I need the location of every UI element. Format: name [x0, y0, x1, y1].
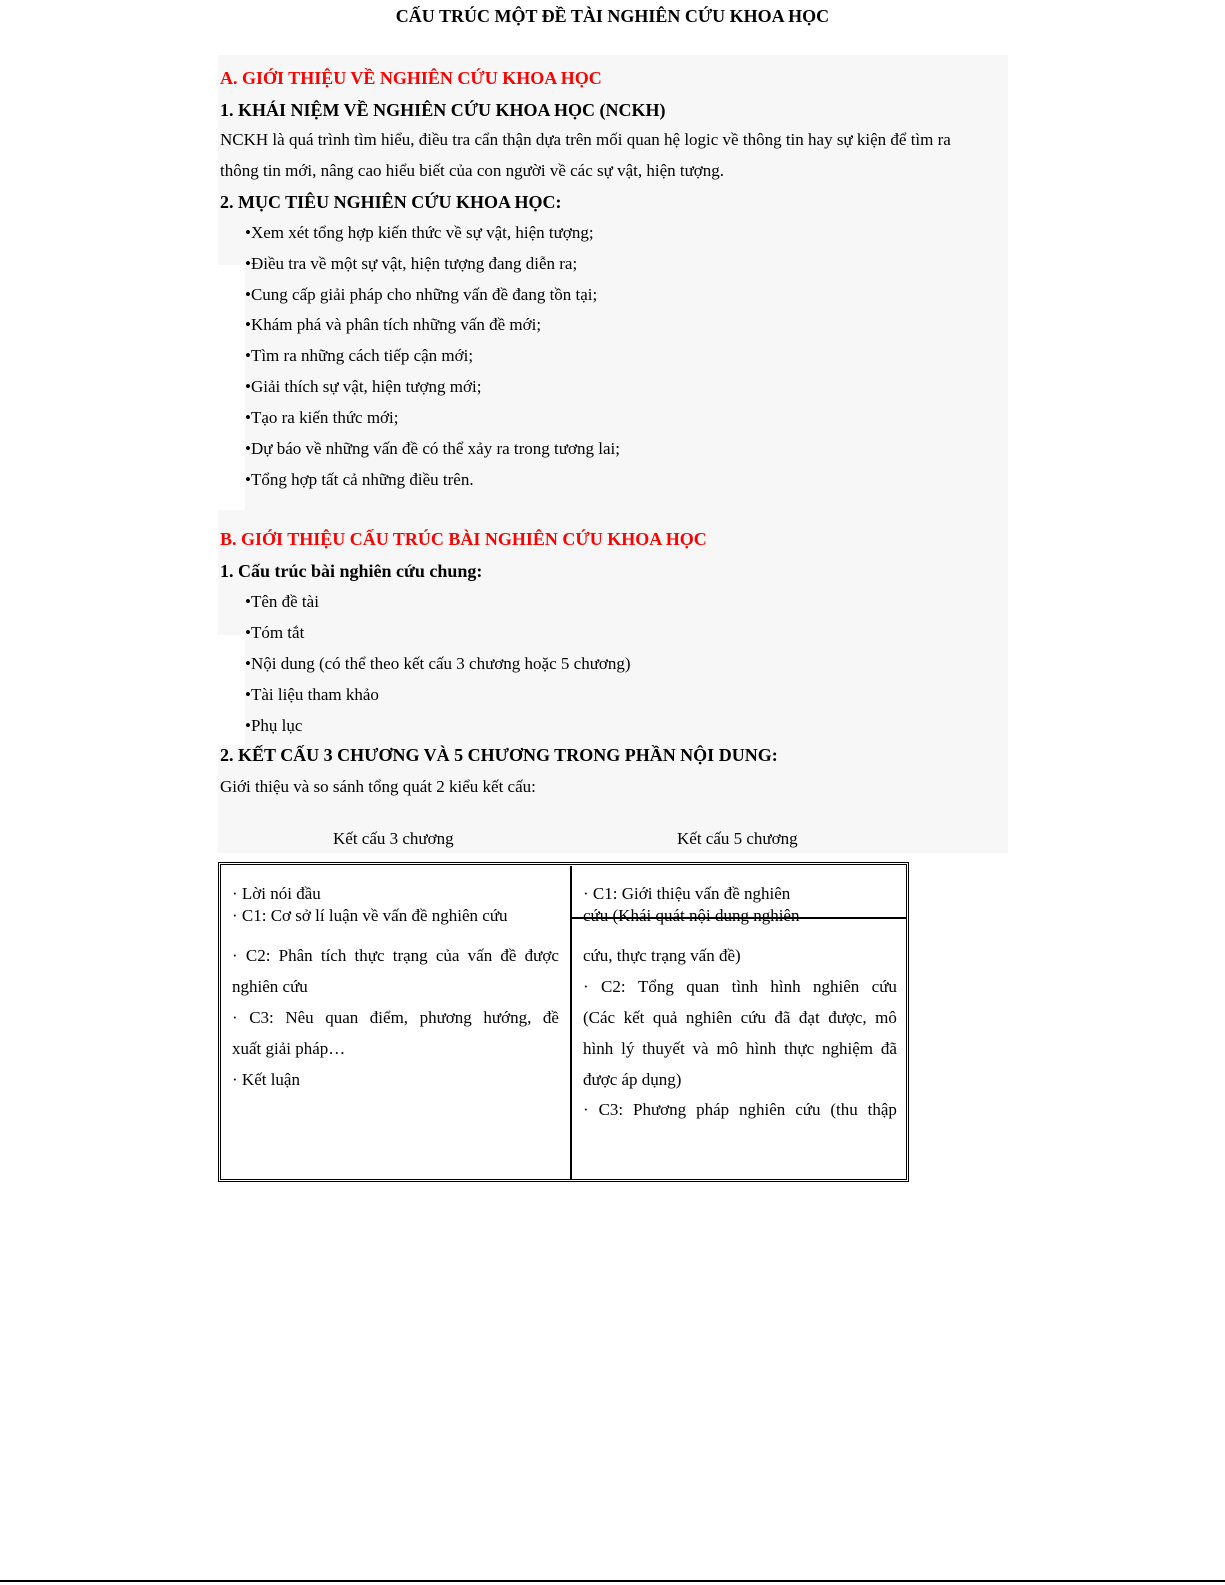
table-word: cứu — [795, 1100, 821, 1119]
section-b-paragraph: Giới thiệu và so sánh tổng quát 2 kiểu kết cấu: — [220, 777, 536, 796]
table-word: hình — [770, 977, 801, 996]
table-word: quan — [686, 977, 720, 996]
table-word: trạng — [392, 946, 428, 965]
table-word: được, — [828, 1008, 867, 1027]
table-word: (thu — [830, 1100, 858, 1119]
chapter-5-line — [583, 976, 897, 998]
table-word: mô — [716, 1039, 739, 1058]
structure-item: •Nội dung (có thể theo kết cấu 3 chương hoặc 5 chương) — [245, 654, 631, 673]
section-a-heading: A. GIỚI THIỆU VỀ NGHIÊN CỨU KHOA HỌC — [220, 68, 602, 88]
table-word: thập — [867, 1100, 897, 1119]
chapter-3-line: xuất giải pháp… — [232, 1039, 346, 1058]
section-b-heading: B. GIỚI THIỆU CẤU TRÚC BÀI NGHIÊN CỨU KHOA HỌC — [220, 529, 707, 549]
section-b-sub2-heading: 2. KẾT CẤU 3 CHƯƠNG VÀ 5 CHƯƠNG TRONG PHẦN NỘI DUNG: — [220, 745, 778, 765]
table-word: được — [524, 946, 559, 965]
chapter-5-line: cứu (Khái quát nội dung nghiên — [583, 906, 800, 925]
table-word: đã — [880, 1039, 897, 1058]
column-title-5-chapters: Kết cấu 5 chương — [677, 829, 798, 848]
chapter-3-line: · C1: Cơ sở lí luận về vấn đề nghiên cứu — [232, 906, 508, 925]
table-word: cứu — [740, 1008, 766, 1027]
structure-item: •Tóm tắt — [245, 623, 305, 642]
table-word: (Các — [583, 1008, 616, 1027]
table-word: C2: — [245, 946, 271, 965]
table-word: thực — [784, 1039, 815, 1058]
chapter-5-line: cứu, thực trạng vấn đề) — [583, 946, 741, 965]
table-column-divider — [570, 866, 572, 1179]
objective-item: •Tìm ra những cách tiếp cận mới; — [245, 346, 474, 365]
chapter-3-line: nghiên cứu — [232, 977, 308, 996]
table-word: · — [583, 977, 589, 996]
table-word: · — [232, 946, 238, 965]
chapter-5-line: được áp dụng) — [583, 1070, 682, 1089]
table-word: vấn — [467, 946, 493, 965]
table-word: nghiệm — [821, 1039, 873, 1058]
table-word: quả — [652, 1008, 678, 1027]
table-word: nghiên — [685, 1008, 733, 1027]
chapter-5-line — [583, 1099, 897, 1121]
chapter-3-line — [232, 1007, 559, 1029]
table-word: Phương — [633, 1100, 687, 1119]
table-word: mô — [875, 1008, 897, 1027]
table-word: và — [692, 1039, 709, 1058]
objective-item: •Cung cấp giải pháp cho những vấn đề đang tồn tại; — [245, 285, 598, 304]
table-word: quan — [325, 1008, 359, 1027]
objective-item: •Tạo ra kiến thức mới; — [245, 408, 399, 427]
section-a-sub1-heading: 1. KHÁI NIỆM VỀ NGHIÊN CỨU KHOA HỌC (NCKH) — [220, 100, 666, 120]
page-bottom-rule — [0, 1580, 1225, 1582]
objective-item: •Khám phá và phân tích những vấn đề mới; — [245, 315, 542, 334]
table-word: điểm, — [369, 1008, 409, 1027]
table-word: của — [435, 946, 460, 965]
table-word: tình — [731, 977, 759, 996]
chapter-3-line: · Lời nói đầu — [232, 884, 321, 903]
table-word: hướng, — [483, 1008, 532, 1027]
table-word: · — [232, 1008, 238, 1027]
table-word: tích — [320, 946, 347, 965]
table-word: hình — [583, 1039, 614, 1058]
table-word: kết — [623, 1008, 645, 1027]
table-word: Tổng — [637, 977, 674, 996]
section-a-paragraph-line: thông tin mới, nâng cao hiểu biết của con người về các sự vật, hiện tượng. — [220, 161, 725, 180]
table-word: đề — [542, 1008, 559, 1027]
table-word: lý — [621, 1039, 635, 1058]
structure-item: •Phụ lục — [245, 716, 303, 735]
column-title-3-chapters: Kết cấu 3 chương — [333, 829, 454, 848]
table-word: thuyết — [642, 1039, 685, 1058]
page-title: CẤU TRÚC MỘT ĐỀ TÀI NGHIÊN CỨU KHOA HỌC — [395, 6, 830, 26]
table-word: C3: — [249, 1008, 274, 1027]
chapter-3-line: · Kết luận — [232, 1070, 300, 1089]
table-word: Phân — [278, 946, 313, 965]
objective-item: •Giải thích sự vật, hiện tượng mới; — [245, 377, 482, 396]
table-word: C2: — [601, 977, 626, 996]
table-word: hình — [746, 1039, 777, 1058]
objective-item: •Xem xét tổng hợp kiến thức về sự vật, hiện tượng; — [245, 223, 594, 242]
section-a-sub2-heading: 2. MỤC TIÊU NGHIÊN CỨU KHOA HỌC: — [220, 192, 562, 212]
chapter-5-line: · C1: Giới thiệu vấn đề nghiên — [583, 884, 791, 903]
table-word: cứu — [871, 977, 897, 996]
chapter-3-line — [232, 945, 559, 967]
structure-item: •Tài liệu tham khảo — [245, 685, 379, 704]
section-a-paragraph-line: NCKH là quá trình tìm hiểu, điều tra cẩn thận dựa trên mối quan hệ logic về thông tin hay sự kiện để tìm ra — [220, 130, 951, 149]
table-word: đề — [500, 946, 517, 965]
table-word: C3: — [598, 1100, 624, 1119]
table-word: nghiên — [813, 977, 860, 996]
table-word: · — [583, 1100, 589, 1119]
objective-item: •Điều tra về một sự vật, hiện tượng đang diễn ra; — [245, 254, 578, 273]
objective-item: •Tổng hợp tất cả những điều trên. — [245, 470, 474, 489]
table-word: pháp — [696, 1100, 730, 1119]
table-word: đã — [774, 1008, 791, 1027]
objective-item: •Dự báo về những vấn đề có thể xảy ra trong tương lai; — [245, 439, 620, 458]
table-word: nghiên — [739, 1100, 786, 1119]
table-word: thực — [354, 946, 385, 965]
chapter-5-line — [583, 1038, 897, 1060]
chapter-5-line — [583, 1007, 897, 1029]
structure-item: •Tên đề tài — [245, 592, 319, 611]
table-word: Nêu — [285, 1008, 314, 1027]
table-word: phương — [419, 1008, 472, 1027]
section-b-sub1-heading: 1. Cấu trúc bài nghiên cứu chung: — [220, 561, 483, 581]
table-word: đạt — [798, 1008, 820, 1027]
